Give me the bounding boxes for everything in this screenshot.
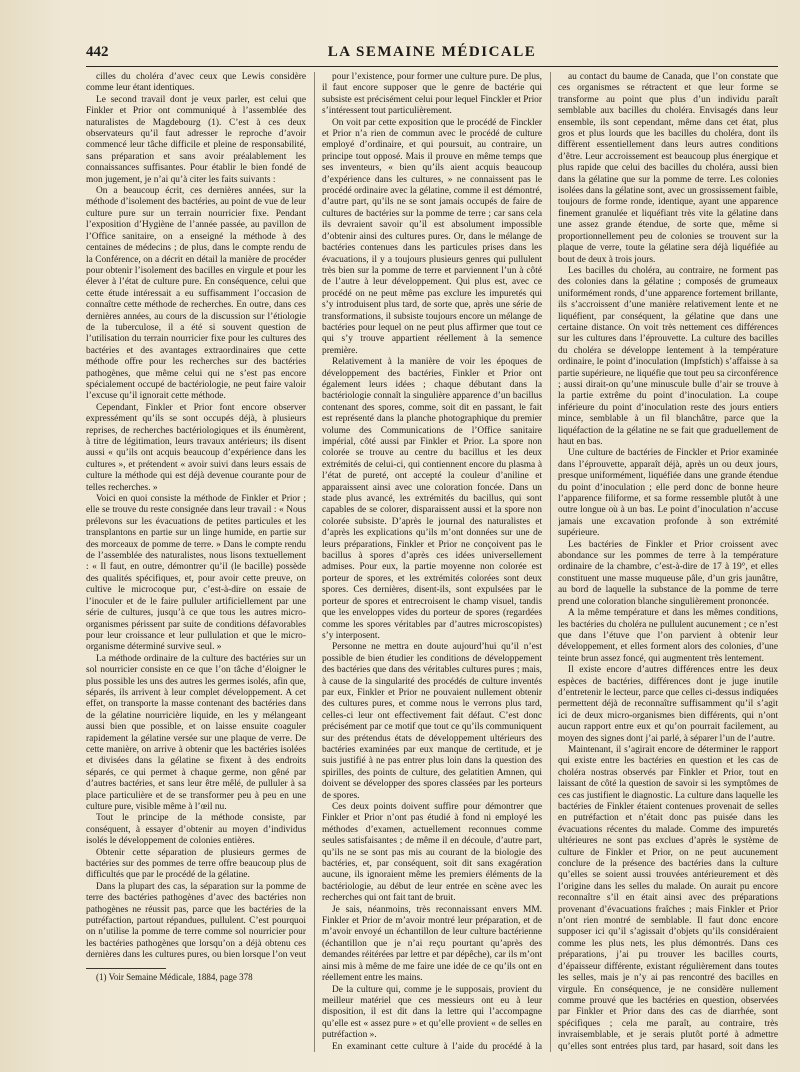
paragraph: Voici en quoi consiste la méthode de Finkler et Prior ; elle se trouve du reste consignée dans leur travail : « Nous prélevons sur les évacuations de petites particules et les transplantons en partie sur un linge humide, en partie sur des morceaux de pomme de terre. » Dans le compte rendu de l’assemblée des naturalistes, nous lisons textuellement : « Il faut, en outre, démontrer qu’il (le bacille) possède des qualités spécifiques, et, pour avoir cette preuve, on cultive le microcoque pur, c’est-à-dire on essaie de l’inoculer et de le faire pulluler artificiellement par une série de cultures, jusqu’à ce que tous les autres micro-organismes périssent par suite de conditions défavorables pour leur croissance et leur pullulation et que le micro-organisme déterminé survive seul. » xyxy=(86,494,306,653)
footnote-rule xyxy=(86,968,166,969)
paragraph: La méthode ordinaire de la culture des bactéries sur un sol nourricier consiste en ce que l’on tâche d’éloigner le plus possible les uns des autres les germes isolés, afin que, séparés, ils arrivent à leur complet développement. A cet effet, on transporte la masse contenant des bactéries dans de la gélatine nourricière liquide, en les y mélangeant aussi bien que possible, et on laisse ensuite coaguler rapidement la gélatine versée sur une plaque de verre. De cette manière, on arrive à obtenir que les bactéries isolées et divisées dans la gélatine se fixent à des endroits séparés, ce qui permet à chaque germe, non gêné par d’autres bactéries, et sans leur être mêlé, de pulluler à sa place particulière et de se transformer peu à peu en une culture pure, visible même à l’œil nu. xyxy=(86,653,306,812)
paragraph: De la culture qui, comme je le supposais, provient du meilleur matériel que ces messieurs ont eu à leur disposition, il est dit dans la lettre qui l’accompagne qu’elle est « assez pure » et qu’elle provient « de selles en putréfaction ». xyxy=(322,984,542,1041)
footnote: (1) Voir Semaine Médicale, 1884, page 378 xyxy=(96,972,253,982)
column-2 xyxy=(322,72,542,1052)
paragraph: Une culture de bactéries de Finckler et Prior examinée dans l’éprouvette, apparaît déjà, après un ou deux jours, presque uniformément, liquéfiée dans une grande étendue du point d’inoculation ; elle perd donc de bonne heure l’apparence filiforme, et sa forme ressemble plutôt à une outre longue où à un bas. Le point d’inoculation n’accuse jamais une excavation profonde à son extrémité supérieure. xyxy=(558,448,778,539)
paragraph: Il existe encore d’autres différences entre les deux espèces de bactéries, différences dont je juge inutile d’entretenir le lecteur, parce que celles ci-dessus indiquées permettent déjà de reconnaître suffisamment qu’il s’agit ici de deux micro-organismes bien différents, qui n’ont aucun rapport entre eux et qu’on pourrait facilement, au moyen des signes dont j’ai parlé, à séparer l’un de l’autre. xyxy=(558,665,778,744)
text-columns xyxy=(86,72,778,1052)
paragraph: Les bactéries de Finkler et Prior croissent avec abondance sur les pommes de terre à la température ordinaire de la chambre, c’est-à-dire de 17 à 19°, et elles constituent une masse muqueuse pâle, d’un gris jaunâtre, au bord de laquelle la substance de la pomme de terre prend une coloration blanche singulièrement prononcée. xyxy=(558,539,778,607)
paragraph: Les bacilles du choléra, au contraire, ne forment pas des colonies dans la gélatine ; composés de grumeaux uniformément ronds, d’une apparence fortement brillante, ils s’accroissent d’une manière relativement lente et ne liquéfient, par conséquent, la gélatine que dans une certaine distance. On voit très nettement ces différences sur les cultures dans l’éprouvette. La culture des bacilles du choléra se développe lentement à la température ordinaire, le point d’inoculation (Impfstich) s’affaisse à sa partie supérieure, ne liquéfie que tout peu sa circonférence ; aussi dirait-on qu’une minuscule bulle d’air se trouve à la partie extrême du point d’inoculation. La coupe inférieure du point d’inoculation reste des jours entiers mince, semblable à un fil blanchâtre, parce que la liquéfaction de la gélatine ne se fait que graduellement de haut en bas. xyxy=(558,265,778,447)
column-1-body xyxy=(86,72,306,962)
paragraph: cilles du choléra d’avec ceux que Lewis considère comme leur étant identiques. xyxy=(86,72,306,94)
paragraph: Maintenant, il s’agirait encore de déterminer le rapport qui existe entre les bactéries en question et les cas de choléra nostras observés par Finkler et Prior, tout en laissant de côté la question de savoir si les symptômes de ces cas justifient le diagnostic. La culture dans laquelle les bactéries de Finkler étaient contenues provenait de selles en putréfaction et n’était donc pas puisée dans les évacuations récentes du malade. Comme des impuretés ultérieures ne sont pas exclues d’après le système de culture de Finkler et Prior, on ne peut aucunement conclure de la présence des bactéries dans la culture qu’elles se soient aussi trouvées antérieurement et dès l’origine dans les selles du malade. On aurait pu encore reconnaître s’il en était ainsi avec des préparations provenant d’évacuations fraîches ; mais Finkler et Prior n’ont rien montré de semblable. Il faut donc encore supposer ici qu’il s’agissait d’objets qu’ils considéraient comme les plus nets, les plus démontrés. Dans ces préparations, j’ai pu trouver les bacilles courts, d’épaisseur différente, existant régulièrement dans toutes les selles, mais je n’y ai pas rencontré des bacilles en virgule. En conséquence, je ne considère nullement comme prouvé que les bactéries en question, observées par Finkler et Prior dans des cas de diarrhée, sont spécifiques ; cela me paraît, au contraire, très invraisemblable, et je serais plutôt porté à admettre qu’elles sont entrées plus tard, par hasard, soit dans les xyxy=(558,744,778,1052)
running-header xyxy=(86,44,778,66)
column-1 xyxy=(86,72,306,1052)
column-3-body xyxy=(558,72,778,1052)
paragraph: A la même température et dans les mêmes conditions, les bactéries du choléra ne pullulent aucunement ; ce n’est que dans l’étuve que l’on parvient à obtenir leur développement, et elles forment alors des colonies, d’une teinte brun assez foncé, qui augmentent très lentement. xyxy=(558,608,778,664)
column-2-body xyxy=(322,72,542,1052)
journal-title: LA SEMAINE MÉDICALE xyxy=(327,44,537,60)
paragraph: au contact du baume de Canada, que l’on constate que ces organismes se rétractent et que leur forme se transforme au point que plus d’un individu paraît semblable aux bacilles du choléra. Envisagés dans leur ensemble, ils sont cependant, même dans cet état, plus gros et plus lourds que les bacilles du choléra, dont ils diffèrent essentiellement dans leurs autres conditions d’être. Leur accroissement est beaucoup plus énergique et plus rapide que celui des bacilles du choléra, aussi bien dans la gélatine que sur la pomme de terre. Les colonies isolées dans la gélatine sont, avec un grossissement faible, toujours de forme ronde, identique, ayant une apparence finement granulée et liquéfiant très vite la gélatine dans une assez grande étendue, de sorte que, même si proportionnellement peu de colonies se trouvent sur la plaque de verre, toute la gélatine sera déjà liquéfiée au bout de deux à trois jours. xyxy=(558,72,778,265)
paragraph: On a beaucoup écrit, ces dernières années, sur la méthode d’isolement des bactéries, au point de vue de leur culture pure sur un terrain nourricier fixe. Pendant l’exposition d’Hygiène de l’année passée, au pavillon de l’Office sanitaire, on a enseigné la méthode à des centaines de médecins ; de plus, dans le compte rendu de la Conférence, on a décrit en détail la manière de procéder pour obtenir l’isolement des bacilles en virgule et pour les élever à l’état de culture pure. En conséquence, celui que cette étude intéressait a eu suffisamment l’occasion de connaître cette méthode de recherches. En outre, dans ces dernières années, au cours de la discussion sur l’étiologie de la tuberculose, il a été si souvent question de l’utilisation du terrain nourricier fixe pour les cultures des bactéries et des avantages extraordinaires que cette méthode offre pour les recherches sur des bactéries pathogènes, que même celui qui ne s’est pas encore spécialement occupé de bactériologie, ne peut faire valoir l’excuse qu’il ignorait cette méthode. xyxy=(86,186,306,402)
column-3 xyxy=(558,72,778,1052)
paragraph: On voit par cette exposition que le procédé de Finckler et Prior n’a rien de commun avec le procédé de culture employé d’ordinaire, et qui poursuit, au contraire, un principe tout opposé. Mais il prouve en même temps que ses inventeurs, « bien qu’ils aient acquis beaucoup d’expérience dans les cultures, » ne connaissent pas le procédé ordinaire avec la gélatine, comme il est démontré, d’autre part, qu’ils ne se sont jamais occupés de faire de cultures de bactéries sur la pomme de terre ; car sans cela ils devraient savoir qu’il est absolument impossible d’obtenir ainsi des cultures pures. Or, dans le mélange de bactéries contenues dans les particules prises dans les évacuations, il y a toujours plusieurs genres qui pullulent très bien sur la pomme de terre et parviennent l’un à côté de l’autre à leur développement. Qui plus est, avec ce procédé on ne peut même pas exclure les impuretés qui s’y introduisent plus tard, de sorte que, après une série de transformations, il subsiste toujours encore un mélange de bactéries pour lequel on ne peut plus affirmer que tout ce qui s’y trouve appartient réellement à la semence première. xyxy=(322,117,542,356)
paragraph: Relativement à la manière de voir les époques de développement des bactéries, Finkler et Prior ont également leurs idées ; chaque débutant dans la bactériologie connaît la singulière apparence d’un bacillus contenant des spores, comme, soit dit en passant, le fait est représenté dans la planche photographique du premier volume des Communications de l’Office sanitaire impérial, côté aussi par Finkler et Prior. La spore non colorée se trouve au centre du bacillus et les deux extrémités de celui-ci, qui contiennent encore du plasma à l’état de pureté, ont accepté la couleur d’aniline et apparaissent ainsi avec une coloration foncée. Dans un stade plus avancé, les extrémités du bacillus, qui sont capables de se colorer, disparaissent aussi et la spore non colorée subsiste. D’après le journal des naturalistes et d’après les explications qu’ils m’ont données sur une de leurs préparations, Finkler et Prior ne conçoivent pas le bacillus à spores d’après ces idées universellement admises. Pour eux, la partie moyenne non colorée est porteur de spores, et les extrémités colorées sont deux spores. Ces dernières, disent-ils, sont expulsées par le porteur de spores et entrecroisent le champ visuel, tandis que les enveloppes vides du porteur de spores (regardées comme les spores véritables par d’autres microscopistes) s’y interposent. xyxy=(322,357,542,641)
header-rule xyxy=(86,66,778,67)
paragraph: Personne ne mettra en doute aujourd’hui qu’il n’est possible de bien étudier les conditions de développement des bactéries que dans des véritables cultures pures ; mais, à cause de la singularité des procédés de culture inventés par eux, Finkler et Prior ne pouvaient nullement obtenir des cultures pures, et comme nous le verrons plus tard, celles-ci leur ont effectivement fait défaut. C’est donc précisément par ce motif que tout ce qu’ils communiquent sur des prétendus états de développement ultérieurs des bactéries examinées par eux manque de certitude, et je suis justifié à ne pas entrer plus loin dans la question des spirilles, des points de culture, des gelatitien Amnen, qui doivent se développer des spores classées par les porteurs de spores. xyxy=(322,642,542,801)
paragraph: Le second travail dont je veux parler, est celui que Finkler et Prior ont communiqué à l’assemblée des naturalistes de Magdebourg (1). C’est à ces deux observateurs qu’il faut adresser le reproche d’avoir commencé leur tâche difficile et pleine de responsabilité, sans préparation et sans avoir préalablement les connaissances suffisantes. Pour établir le bien fondé de mon jugement, je n’ai qu’à citer les faits suivants : xyxy=(86,94,306,185)
paragraph: Je sais, néanmoins, très reconnaissant envers MM. Finkler et Prior de m’avoir montré leur préparation, et de m’avoir envoyé un échantillon de leur culture bactérienne (échantillon que je n’ai reçu pourtant qu’après des demandes réitérées par lettre et par dépêche), car ils m’ont ainsi mis à même de me faire une idée de ce qu’ils ont en réellement entre les mains. xyxy=(322,904,542,984)
paragraph: En examinant cette culture à l’aide du procédé à la xyxy=(332,1041,542,1052)
paragraph: Dans la plupart des cas, la séparation sur la pomme de terre des bactéries pathogènes d’avec des bactéries non pathogènes ne réussit pas, parce que les bactéries de la putréfaction, partout répandues, pullulent. C’est pourquoi on n’utilise la pomme de terre comme sol nourricier pour les bactéries pathogènes que lorsqu’on a déjà obtenu ces dernières dans les cultures pures, ou bien lorsque l’on veut xyxy=(86,881,306,961)
paragraph: pour l’existence, pour former une culture pure. De plus, il faut encore supposer que le genre de bactérie qui subsiste est précisément celui pour lequel Finckler et Prior s’intéressent tout particulièrement. xyxy=(322,72,542,117)
paragraph: Cependant, Finkler et Prior font encore observer expressément qu’ils se sont occupés déjà, à plusieurs reprises, de recherches bactériologiques et ils énumèrent, à titre de légitimation, leurs travaux antérieurs; ils disent aussi « qu’ils ont acquis beaucoup d’expérience dans les cultures », et prétendent « avoir suivi dans leurs essais de culture la méthode qui est déjà devenue courante pour de telles recherches. » xyxy=(86,402,306,493)
page-number: 442 xyxy=(86,44,109,60)
paragraph: Obtenir cette séparation de plusieurs germes de bactéries sur des pommes de terre offre beaucoup plus de difficultés que par le procédé de la gélatine. xyxy=(86,847,306,881)
paragraph: Ces deux points doivent suffire pour démontrer que Finkler et Prior n’ont pas étudié à fond ni employé les méthodes d’examen, actuellement reconnues comme seules satisfaisantes ; de même il en découle, d’autre part, qu’ils ne se sont pas mis au courant de la biologie des bactéries, et, par conséquent, soit dit sans exagération aucune, ils ignoraient même les premiers éléments de la bactériologie, au début de leur entrée en scène avec les recherches qui ont fait tant de bruit. xyxy=(322,802,542,904)
paragraph: Tout le principe de la méthode consiste, par conséquent, à essayer d’obtenir au moyen d’individus isolés le développement de colonies entières. xyxy=(86,813,306,847)
